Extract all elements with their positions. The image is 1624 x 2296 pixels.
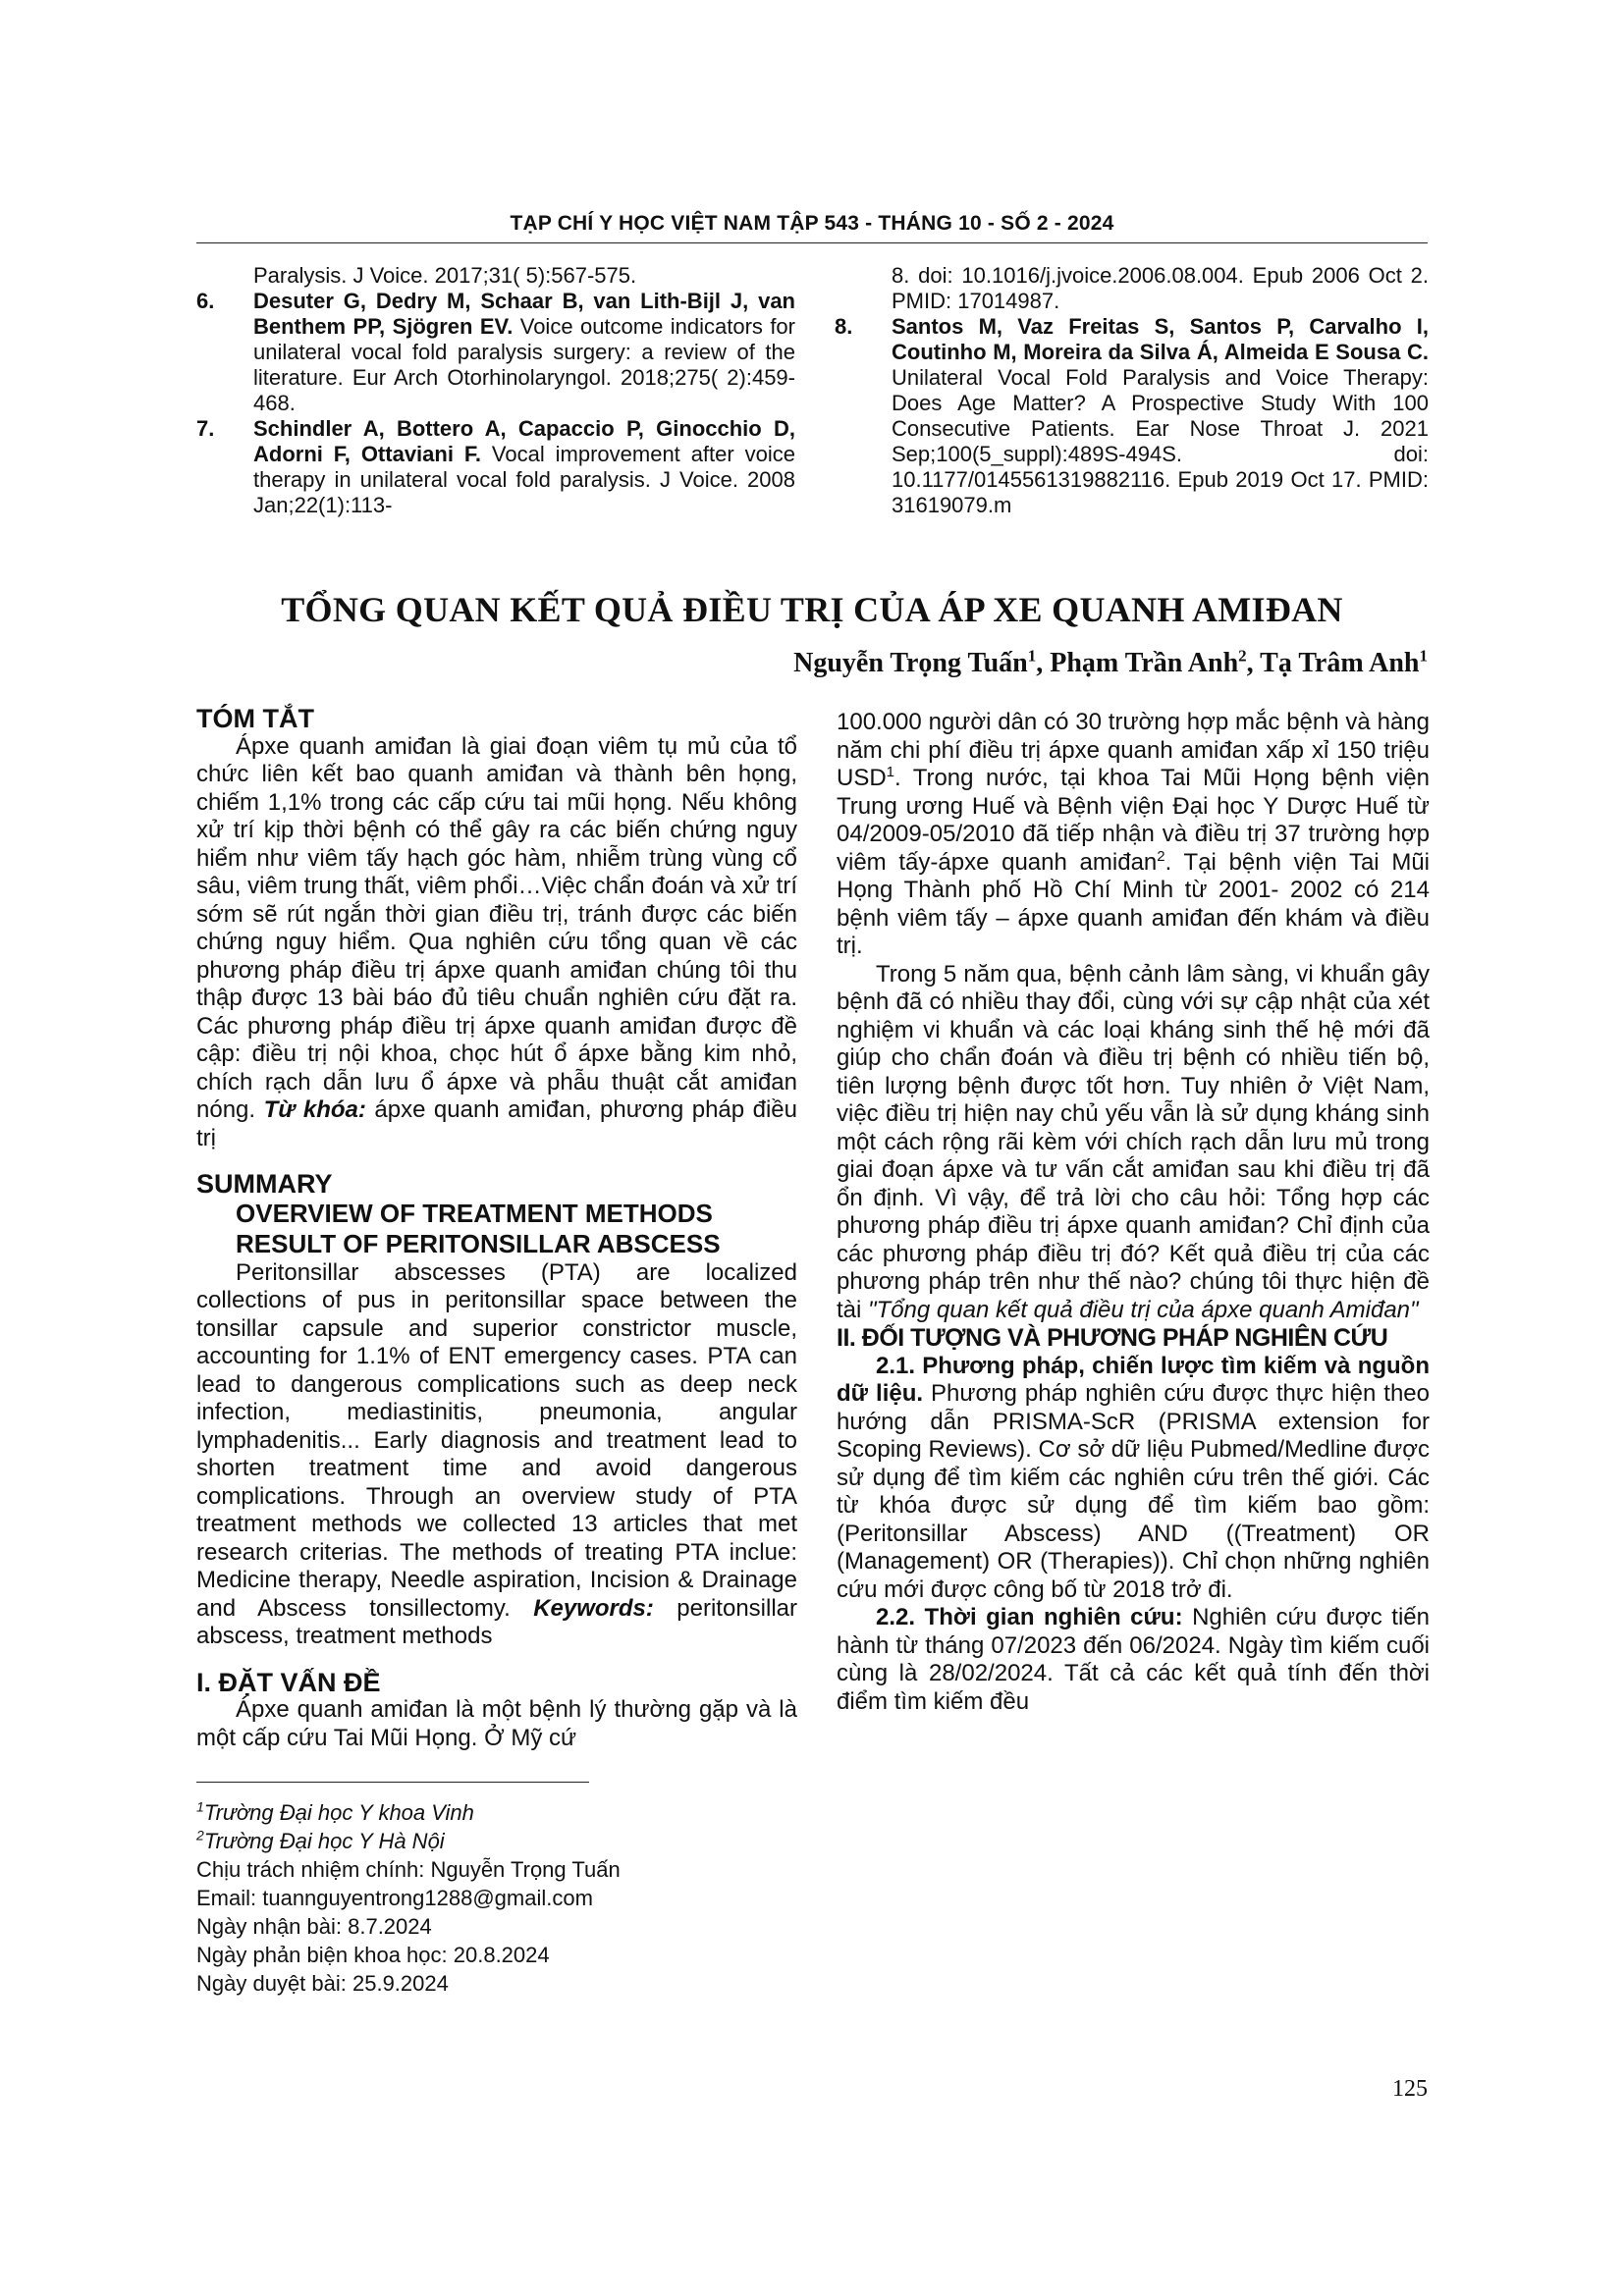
- abstract-text: Ápxe quanh amiđan là giai đoạn viêm tụ mủ của tổ chức liên kết bao quanh amiđan và thành bên họng, chiếm 1,1% trong các cấp cứu tai mũi họng. Nếu không xử trí kịp thời bệnh có thể gây ra các biến chứng nguy hiểm như viêm tấy hạch góc hàm, nhiễm trùng vùng cổ sâu, viêm trung thất, viêm phổi…Việc chẩn đoán và xử trí sớm sẽ rút ngắn thời gian điều trị, tránh được các biến chứng nguy hiểm. Qua nghiên cứu tổng quan về các phương pháp điều trị ápxe quanh amiđan chúng tôi thu thập được 13 bài báo đủ tiêu chuẩn nghiên cứu đặt ra. Các phương pháp điều trị ápxe quanh amiđan được đề cập: điều trị nội khoa, chọc hút ổ ápxe bằng kim nhỏ, chích rạch dẫn lưu ổ ápxe và phẫu thuật cắt amiđan nóng.: [196, 732, 797, 1123]
- section-1-paragraph-start: Ápxe quanh amiđan là một bệnh lý thường gặp và là một cấp cứu Tai Mũi Họng. Ở Mỹ cứ: [196, 1696, 797, 1751]
- author-name: Tạ Trâm Anh: [1260, 648, 1420, 678]
- summary-title-line-2: RESULT OF PERITONSILLAR ABSCESS: [236, 1228, 721, 1258]
- affiliation-1: [196, 1798, 805, 1827]
- review-date: Ngày phản biện khoa học: 20.8.2024: [196, 1943, 550, 1967]
- accepted-date: Ngày duyệt bài: 25.9.2024: [196, 1971, 449, 1996]
- summary-heading: SUMMARY: [196, 1169, 333, 1199]
- reference-authors: Santos M, Vaz Freitas S, Santos P, Carvalho I, Coutinho M, Moreira da Silva Á, Almeida E Sousa C.: [892, 314, 1429, 364]
- subsection-label: 2.1. Phương pháp, chiến lược tìm kiếm và nguồn dữ liệu.: [837, 1352, 1430, 1407]
- reference-number: 8.: [835, 314, 853, 339]
- paragraph-text: Trong 5 năm qua, bệnh cảnh lâm sàng, vi khuẩn gây bệnh đã có nhiều thay đổi, cùng với sự cập nhật của xét nghiệm vi khuẩn và các loại kháng sinh thế hệ mới đã giúp cho chẩn đoán và điều trị bệnh có nhiều tiến bộ, tiên lượng bệnh được tốt hơn. Tuy nhiên ở Việt Nam, việc điều trị hiện nay chủ yếu vẫn là sử dụng kháng sinh một cách rộng rãi kèm với chích rạch dẫn lưu mủ trong giai đoạn ápxe và tư vấn cắt amiđan sau khi điều trị đã ổn định. Vì vậy, để trả lời cho câu hỏi: Tổng hợp các phương pháp điều trị ápxe quanh amiđan? Chỉ định của các phương pháp điều trị đó? Kết quả điều trị của các phương pháp trên như thế nào? chúng tôi thực hiện đề tài: [837, 960, 1430, 1323]
- summary-text: Peritonsillar abscesses (PTA) are localized collections of pus in peritonsillar space between the tonsillar capsule and superior constrictor muscle, accounting for 1.1% of ENT emergency cases. PTA can lead to dangerous complications such as deep neck infection, mediastinitis, pneumonia, angular lymphadenitis... Early diagnosis and treatment lead to shorten treatment time and avoid dangerous complications. Through an overview study of PTA treatment methods we collected 13 articles that met research criterias. The methods of treating PTA inclue: Medicine therapy, Needle aspiration, Incision & Drainage and Abscess tonsillectomy.: [196, 1258, 797, 1622]
- reference-text: Vocal improvement after voice therapy in unilateral vocal fold paralysis. J Voice. 2008 Jan;22(1):113-: [253, 442, 795, 517]
- left-column: [196, 705, 797, 1752]
- subsection-2-1: [837, 1353, 1430, 1605]
- affiliation-mark: 1: [1419, 646, 1428, 666]
- summary-title-line-1: OVERVIEW OF TREATMENT METHODS: [236, 1198, 713, 1228]
- reference-7-tail: 8. doi: 10.1016/j.jvoice.2006.08.004. Epub 2006 Oct 2. PMID: 17014987.: [892, 263, 1429, 313]
- affiliation-mark: 2: [1238, 646, 1247, 666]
- email: Email: tuannguyentrong1288@gmail.com: [196, 1886, 593, 1910]
- affiliation-mark: 1: [196, 1798, 204, 1815]
- section-1-heading: I. ĐẶT VẤN ĐỀ: [196, 1667, 381, 1697]
- author-name: Phạm Trần Anh: [1050, 648, 1239, 678]
- paragraph-text: . Trong nước, tại khoa Tai Mũi Họng bệnh viện Trung ương Huế và Bệnh viện Đại học Y Dược Huế từ 04/2009-05/2010 đã tiếp nhận và điều trị 37 trường hợp viêm tấy-ápxe quanh amiđan: [837, 765, 1430, 876]
- topic-title-italic: "Tổng quan kết quả điều trị của ápxe quanh Amiđan": [868, 1296, 1419, 1323]
- affiliation-2: [196, 1827, 805, 1855]
- affiliation-mark: 2: [196, 1827, 204, 1843]
- affiliation-text: Trường Đại học Y Hà Nội: [203, 1829, 445, 1853]
- paragraph-text: 100.000 người dân có 30 trường hợp mắc bệnh và hàng năm chi phí điều trị ápxe quanh amiđan xấp xỉ 150 triệu USD: [837, 709, 1430, 791]
- keywords-label: Từ khóa:: [263, 1096, 366, 1123]
- references-left: [196, 263, 795, 518]
- reference-6: [196, 289, 795, 416]
- subsection-label: 2.2. Thời gian nghiên cứu:: [876, 1604, 1183, 1630]
- reference-8: [835, 314, 1429, 518]
- keywords-label: Keywords:: [533, 1594, 654, 1622]
- keywords-text: peritonsillar abscess, treatment methods: [196, 1594, 797, 1649]
- abstract-heading: TÓM TẮT: [196, 704, 314, 733]
- author-separator: ,: [1036, 648, 1051, 678]
- reference-text: Voice outcome indicators for unilateral vocal fold paralysis surgery: a review of the literature. Eur Arch Otorhinolaryngol. 2018;275( 2):459-468.: [253, 314, 795, 415]
- section-1-paragraph-2: [837, 961, 1430, 1325]
- journal-header: TẠP CHÍ Y HỌC VIỆT NAM TẬP 543 - THÁNG 10 - SỐ 2 - 2024: [510, 212, 1114, 235]
- author-list: [793, 648, 1428, 679]
- subsection-2-2: [837, 1604, 1430, 1716]
- reference-number: 6.: [196, 289, 215, 313]
- footnote-rule: [196, 1782, 589, 1783]
- article-title: TỔNG QUAN KẾT QUẢ ĐIỀU TRỊ CỦA ÁP XE QUANH AMIĐAN: [281, 590, 1343, 629]
- summary-body: [196, 1259, 797, 1651]
- citation-mark: 1: [886, 764, 895, 780]
- page-number: 125: [1392, 2076, 1428, 2102]
- reference-5-tail: Paralysis. J Voice. 2017;31( 5):567-575.: [253, 263, 637, 288]
- reference-7: [196, 416, 795, 518]
- section-2-heading: II. ĐỐI TƯỢNG VÀ PHƯƠNG PHÁP NGHIÊN CỨU: [837, 1324, 1388, 1352]
- abstract-body: [196, 733, 797, 1153]
- subsection-text: Phương pháp nghiên cứu được thực hiện theo hướng dẫn PRISMA-ScR (PRISMA extension for Scoping Reviews). Cơ sở dữ liệu Pubmed/Medline được sử dụng để tìm kiếm các nghiên cứu trên thế giới. Các từ khóa được sử dụng để tìm kiếm bao gồm: (Peritonsillar Abscess) AND ((Treatment) OR (Management) OR (Therapies)). Chỉ chọn những nghiên cứu mới được công bố từ 2018 trở đi.: [837, 1380, 1430, 1603]
- affiliation-mark: 1: [1027, 646, 1037, 666]
- affiliation-text: Trường Đại học Y khoa Vinh: [203, 1800, 474, 1825]
- header-rule: [196, 242, 1428, 243]
- references-right: [835, 263, 1429, 518]
- right-column: [837, 709, 1430, 1716]
- reference-authors: Schindler A, Bottero A, Capaccio P, Ginocchio D, Adorni F, Ottaviani F.: [253, 416, 795, 466]
- paragraph-text: . Tại bệnh viện Tai Mũi Họng Thành phố Hồ Chí Minh từ 2001- 2002 có 214 bệnh viêm tấy – ápxe quanh amiđan đến khám và điều trị.: [837, 848, 1430, 959]
- citation-mark: 2: [1157, 847, 1165, 865]
- reference-text: Unilateral Vocal Fold Paralysis and Voice Therapy: Does Age Matter? A Prospective Study With 100 Consecutive Patients. Ear Nose Throat J. 2021 Sep;100(5_suppl):489S-494S. doi: 10.1177/0145561319882116. Epub 2019 Oct 17. PMID: 31619079.m: [892, 365, 1429, 517]
- received-date: Ngày nhận bài: 8.7.2024: [196, 1914, 432, 1939]
- reference-authors: Desuter G, Dedry M, Schaar B, van Lith-Bijl J, van Benthem PP, Sjögren EV.: [253, 289, 795, 339]
- footnotes: [196, 1798, 805, 1998]
- author-name: Nguyễn Trọng Tuấn: [793, 648, 1028, 678]
- reference-number: 7.: [196, 416, 215, 441]
- section-1-paragraph-continued: [837, 709, 1430, 961]
- keywords-text: ápxe quanh amiđan, phương pháp điều trị: [196, 1096, 797, 1151]
- author-separator: ,: [1246, 648, 1261, 678]
- corresponding-author: Chịu trách nhiệm chính: Nguyễn Trọng Tuấn: [196, 1857, 621, 1882]
- subsection-text: Nghiên cứu được tiến hành từ tháng 07/2023 đến 06/2024. Ngày tìm kiếm cuối cùng là 28/02/2024. Tất cả các kết quả tính đến thời điểm tìm kiếm đều: [837, 1604, 1430, 1715]
